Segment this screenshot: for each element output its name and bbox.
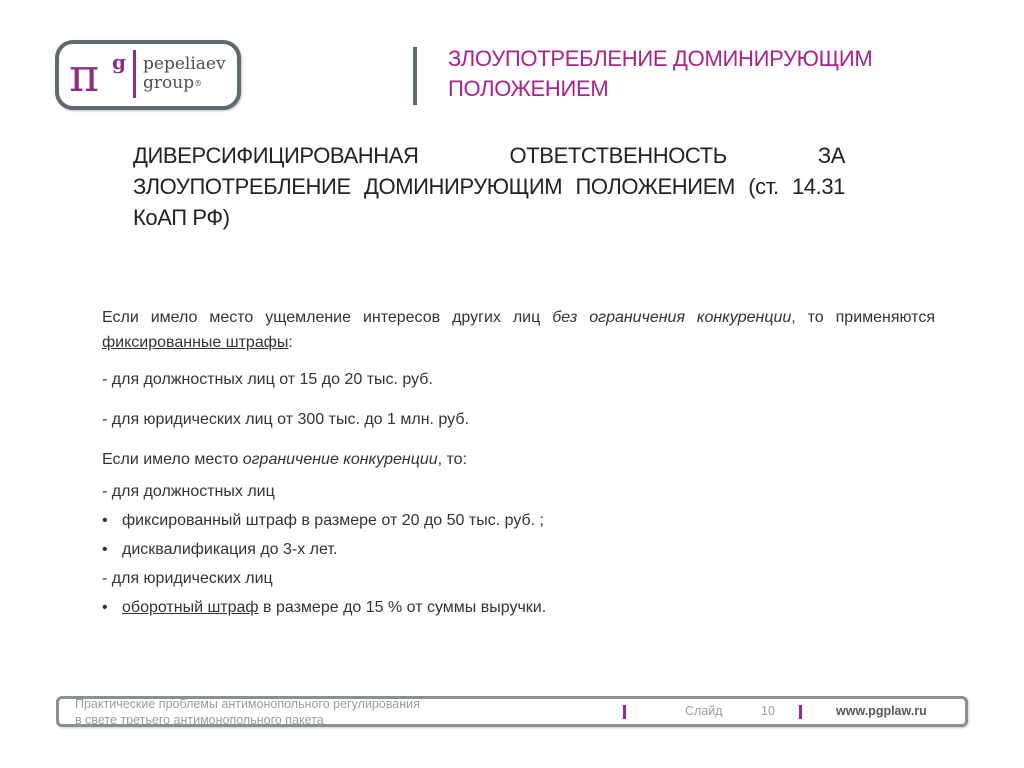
list-item-turnover-fine <box>102 593 935 622</box>
bullet-icon: • <box>102 512 108 529</box>
footer-slide-number: 10 <box>761 704 775 718</box>
line-legal-entities-fine: - для юридических лиц от 300 тыс. до 1 млн. руб. <box>102 411 469 428</box>
logo-line-2 <box>143 74 226 93</box>
p2-italic: ограничение конкуренции <box>242 451 438 468</box>
line-officials-fine: - для должностных лиц от 15 до 20 тыс. руб. <box>102 371 433 388</box>
logo-divider <box>133 50 136 98</box>
bullet-icon: • <box>102 599 108 616</box>
bullet-icon: • <box>102 541 108 558</box>
logo-pi-symbol: π <box>69 48 100 102</box>
logo-superscript: g <box>112 50 126 74</box>
paragraph-no-competition-restriction <box>102 305 935 355</box>
logo-wordmark <box>143 55 226 93</box>
section-title <box>448 44 948 104</box>
footer-separator <box>799 705 802 719</box>
slide-body <box>102 305 935 622</box>
footer-presentation-title <box>75 696 505 726</box>
list-item-disqualification <box>102 535 935 564</box>
turnover-fine-underline: оборотный штраф <box>122 599 259 616</box>
slide-title: ДИВЕРСИФИЦИРОВАННАЯ ОТВЕТСТВЕННОСТЬ ЗА ЗЛОУПОТРЕБЛЕНИЕ ДОМИНИРУЮЩИМ ПОЛОЖЕНИЕМ (ст. 14.31 КоАП РФ) <box>133 143 845 230</box>
p1-underline: фиксированные штрафы <box>102 334 289 351</box>
logo-line-2-text: group <box>143 73 195 93</box>
logo-registered-mark: ® <box>194 79 203 88</box>
p1-text-c: : <box>288 334 293 351</box>
paragraph-competition-restriction <box>102 447 935 472</box>
footer-title-line-2: в свете третьего антимонопольного пакета <box>75 713 324 726</box>
logo-line-1: pepeliaev <box>143 54 226 74</box>
section-title-line-1: ЗЛОУПОТРЕБЛЕНИЕ ДОМИНИРУЮЩИМ <box>448 46 873 71</box>
p2-text-a: Если имело место <box>102 451 243 468</box>
footer-website-link[interactable]: www.pgplaw.ru <box>836 704 927 718</box>
p2-text-b: , то: <box>437 451 468 468</box>
footer-bar <box>56 696 968 727</box>
p1-text-a: Если имело место ущемление интересов других лиц <box>102 309 553 326</box>
footer-slide-label: Слайд <box>685 704 723 718</box>
footer-separator <box>623 705 626 719</box>
list-item-legal-entities: - для юридических лиц <box>102 570 273 587</box>
disqualification-text: дисквалификация до 3-х лет. <box>122 541 338 558</box>
section-title-line-2: ПОЛОЖЕНИЕМ <box>448 76 609 101</box>
company-logo <box>55 40 241 110</box>
p1-italic: без ограничения конкуренции <box>552 309 792 326</box>
turnover-fine-text: в размере до 15 % от суммы выручки. <box>258 599 547 616</box>
header-divider <box>413 47 417 105</box>
footer-title-line-1: Практические проблемы антимонопольного регулирования <box>75 697 420 711</box>
fixed-fine-text: фиксированный штраф в размере от 20 до 50 тыс. руб. ; <box>122 512 544 529</box>
p1-text-b: , то применяются <box>791 309 935 326</box>
list-item-fixed-fine <box>102 506 935 535</box>
list-item-officials: - для должностных лиц <box>102 483 275 500</box>
